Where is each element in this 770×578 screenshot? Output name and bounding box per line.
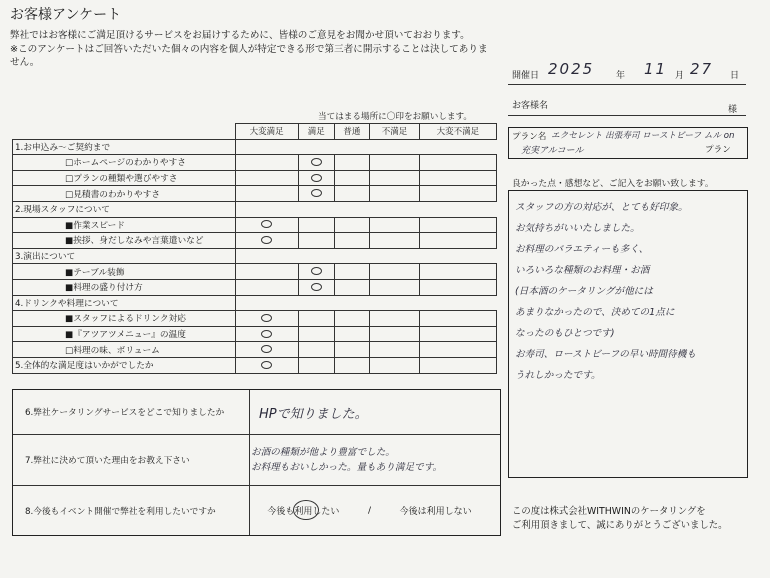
rating-table — [12, 123, 497, 374]
rating-cell[interactable] — [370, 186, 420, 202]
section-row — [13, 201, 497, 217]
circle-mark — [261, 345, 272, 353]
plan-suffix: プラン — [705, 145, 731, 155]
plan-label: プラン名 — [512, 132, 547, 142]
rating-cell[interactable] — [334, 170, 370, 186]
rating-cell[interactable] — [370, 311, 420, 327]
question-row — [13, 264, 497, 280]
circle-mark — [311, 189, 322, 197]
section-label: 4.ドリンクや料理について — [13, 295, 236, 311]
rating-cell[interactable] — [334, 217, 370, 233]
rating-cell — [419, 295, 496, 311]
question-label: □ホームページのわかりやすさ — [13, 155, 236, 171]
question-row — [13, 170, 497, 186]
plan-value-line1: エクセレント 出張寿司 ローストビーフ ムル on — [551, 131, 735, 141]
rating-cell[interactable] — [298, 279, 334, 295]
question-label: □見積書のわかりやすさ — [13, 186, 236, 202]
feedback-line: (日本酒のケータリングが他には — [515, 286, 653, 297]
intro-text — [10, 29, 500, 70]
question-label: ■料理の盛り付け方 — [13, 279, 236, 295]
feedback-line: いろいろな種類のお料理・お酒 — [515, 265, 650, 276]
rating-cell[interactable] — [334, 279, 370, 295]
rating-cell[interactable] — [235, 186, 298, 202]
rating-cell[interactable] — [419, 233, 496, 249]
rating-cell[interactable] — [334, 311, 370, 327]
q8-label: 8.今後もイベント開催で弊社を利用したいですか — [13, 486, 250, 535]
rating-cell — [419, 201, 496, 217]
customer-label: お客様名 — [512, 101, 549, 111]
rating-cell[interactable] — [235, 326, 298, 342]
rating-cell[interactable] — [235, 342, 298, 358]
intro-line: 弊社ではお客様にご満足頂けるサービスをお届けするために、皆様のご意見をお聞かせ頂いておおります。 — [10, 30, 470, 41]
rating-cell[interactable] — [334, 233, 370, 249]
rating-cell — [370, 248, 420, 264]
rating-cell[interactable] — [370, 264, 420, 280]
intro-line: ※このアンケートはご回答いただいた個々の内容を個人が特定できる形で第三者に開示することは決してありま — [10, 43, 488, 55]
question-row — [13, 233, 497, 249]
circle-mark — [311, 158, 322, 166]
question-row — [13, 217, 497, 233]
date-month-unit: 月 — [675, 71, 685, 81]
rating-cell — [235, 201, 298, 217]
section-label: 1.お申込み～ご契約まで — [13, 139, 236, 155]
rating-cell — [298, 139, 334, 155]
circle-mark — [261, 330, 272, 338]
feedback-line: なったのもひとつです) — [515, 328, 615, 339]
rating-cell — [298, 248, 334, 264]
rating-cell[interactable] — [298, 233, 334, 249]
plan-value-line2: 充実アルコール — [521, 146, 584, 156]
q8-separator: / — [367, 505, 372, 516]
circle-mark — [261, 220, 272, 228]
rating-header: 不満足 — [370, 124, 420, 140]
rating-cell[interactable] — [235, 357, 298, 373]
circle-mark — [261, 236, 272, 244]
feedback-line: お寿司、ローストビーフの早い時間待機も — [515, 349, 696, 360]
section-row — [13, 248, 497, 264]
rating-cell[interactable] — [334, 186, 370, 202]
q8-options — [239, 486, 500, 535]
rating-cell[interactable] — [334, 264, 370, 280]
footer-line: ご利用頂きまして、誠にありがとうございました。 — [512, 520, 728, 531]
rating-cell — [419, 248, 496, 264]
question-label: ■『アツアツメニュー』の温度 — [13, 326, 236, 342]
rating-cell[interactable] — [298, 264, 334, 280]
rating-cell[interactable] — [235, 155, 298, 171]
rating-header: 普通 — [334, 124, 370, 140]
rating-cell — [370, 139, 420, 155]
q7-answer-line: お酒の種類が他より豊富でした。 — [251, 447, 395, 458]
date-year: 2025 — [548, 60, 595, 78]
rating-cell[interactable] — [419, 217, 496, 233]
rating-cell[interactable] — [334, 342, 370, 358]
feedback-line: お料理のバラエティーも多く、 — [515, 244, 649, 255]
rating-cell[interactable] — [419, 186, 496, 202]
circle-mark — [261, 361, 272, 369]
rating-cell[interactable] — [235, 233, 298, 249]
rating-cell[interactable] — [370, 233, 420, 249]
rating-cell[interactable] — [235, 217, 298, 233]
question-label: □料理の味、ボリューム — [13, 342, 236, 358]
rating-header: 大変満足 — [235, 124, 298, 140]
customer-honorific: 様 — [728, 105, 738, 115]
question-label: ■挨拶、身だしなみや言葉遣いなど — [13, 233, 236, 249]
rating-cell[interactable] — [370, 279, 420, 295]
q6-answer: HPで知りました。 — [259, 406, 368, 422]
intro-line: せん。 — [10, 57, 40, 68]
rating-cell[interactable] — [419, 357, 496, 373]
feedback-line: あまりなかったので、決めての1点に — [515, 307, 675, 318]
rating-cell — [370, 201, 420, 217]
feedback-label: 良かった点・感想など、ご記入をお願い致します。 — [512, 179, 714, 189]
question-label: ■スタッフによるドリンク対応 — [13, 311, 236, 327]
circle-mark — [311, 267, 322, 275]
rating-cell — [334, 295, 370, 311]
date-label: 開催日 — [512, 71, 540, 81]
rating-cell[interactable] — [298, 155, 334, 171]
rating-cell — [334, 139, 370, 155]
rating-cell[interactable] — [334, 155, 370, 171]
plan-box — [508, 127, 748, 159]
footer-line: この度は株式会社WITHWINのケータリングを — [512, 506, 706, 517]
q6-label: 6.弊社ケータリングサービスをどこで知りましたか — [13, 390, 250, 434]
page-title: お客様アンケート — [10, 7, 122, 23]
rating-cell[interactable] — [419, 264, 496, 280]
rating-cell — [298, 295, 334, 311]
rating-cell — [235, 248, 298, 264]
circle-mark — [261, 314, 272, 322]
rating-cell — [370, 295, 420, 311]
date-year-unit: 年 — [616, 71, 626, 81]
question-row — [13, 311, 497, 327]
circle-mark — [311, 174, 322, 182]
question-row — [13, 155, 497, 171]
question-row — [13, 326, 497, 342]
rating-cell[interactable] — [298, 357, 334, 373]
rating-cell[interactable] — [235, 170, 298, 186]
rating-cell[interactable] — [298, 326, 334, 342]
q7-answer-line: お料理もおいしかった。量もあり満足です。 — [251, 462, 443, 473]
rating-cell[interactable] — [370, 357, 420, 373]
rating-cell[interactable] — [235, 279, 298, 295]
q8-option-use-label: 今後も利用したい — [267, 507, 340, 517]
section-label: 3.演出について — [13, 248, 236, 264]
rating-cell — [235, 295, 298, 311]
question-label: ■作業スピード — [13, 217, 236, 233]
rating-cell[interactable] — [298, 342, 334, 358]
rating-cell — [419, 139, 496, 155]
date-month: 11 — [644, 60, 668, 78]
rating-cell — [235, 139, 298, 155]
question-row — [13, 186, 497, 202]
rating-cell — [334, 201, 370, 217]
rating-cell — [298, 201, 334, 217]
rating-cell[interactable] — [370, 342, 420, 358]
question-row — [13, 279, 497, 295]
rating-header: 大変不満足 — [419, 124, 496, 140]
rating-cell[interactable] — [298, 217, 334, 233]
rating-cell[interactable] — [419, 342, 496, 358]
rating-cell[interactable] — [334, 357, 370, 373]
rating-cell[interactable] — [419, 326, 496, 342]
question-label: 5.全体的な満足度はいかがでしたか — [13, 357, 236, 373]
section-row — [13, 295, 497, 311]
rating-cell[interactable] — [419, 279, 496, 295]
rating-cell[interactable] — [370, 217, 420, 233]
rating-cell[interactable] — [334, 326, 370, 342]
date-day: 27 — [690, 60, 714, 78]
question-label: ■テーブル装飾 — [13, 264, 236, 280]
question-row — [13, 342, 497, 358]
q8-option-use[interactable] — [267, 504, 339, 517]
rating-cell[interactable] — [419, 311, 496, 327]
feedback-line: スタッフの方の対応が、とても好印象。 — [515, 202, 688, 213]
date-day-unit: 日 — [730, 71, 740, 81]
instruction-text: 当てはまる場所に〇印をお願いします。 — [318, 112, 473, 122]
footer-message — [512, 505, 727, 533]
circle-mark — [311, 283, 322, 291]
rating-header: 満足 — [298, 124, 334, 140]
question-row — [13, 357, 497, 373]
bottom-questions — [12, 389, 501, 536]
q8-option-not-use[interactable]: 今後は利用しない — [399, 507, 472, 517]
rating-cell[interactable] — [370, 155, 420, 171]
rating-cell[interactable] — [235, 264, 298, 280]
rating-cell[interactable] — [235, 311, 298, 327]
rating-cell[interactable] — [419, 155, 496, 171]
rating-cell[interactable] — [298, 186, 334, 202]
date-underline — [508, 84, 746, 85]
section-row — [13, 139, 497, 155]
rating-cell[interactable] — [419, 170, 496, 186]
rating-cell — [334, 248, 370, 264]
question-label: □プランの種類や選びやすさ — [13, 170, 236, 186]
rating-cell[interactable] — [298, 170, 334, 186]
rating-cell[interactable] — [298, 311, 334, 327]
customer-underline — [508, 115, 746, 116]
q7-label: 7.弊社に決めて頂いた理由をお教え下さい — [13, 435, 250, 485]
q7-answer — [239, 435, 500, 485]
rating-cell[interactable] — [370, 170, 420, 186]
feedback-line: お気持ちがいいたしました。 — [515, 223, 640, 234]
section-label: 2.現場スタッフについて — [13, 201, 236, 217]
feedback-line: うれしかったです。 — [515, 370, 601, 381]
rating-header-row — [13, 124, 497, 140]
q8-selected-circle — [293, 500, 319, 520]
feedback-box — [508, 190, 748, 478]
rating-cell[interactable] — [370, 326, 420, 342]
